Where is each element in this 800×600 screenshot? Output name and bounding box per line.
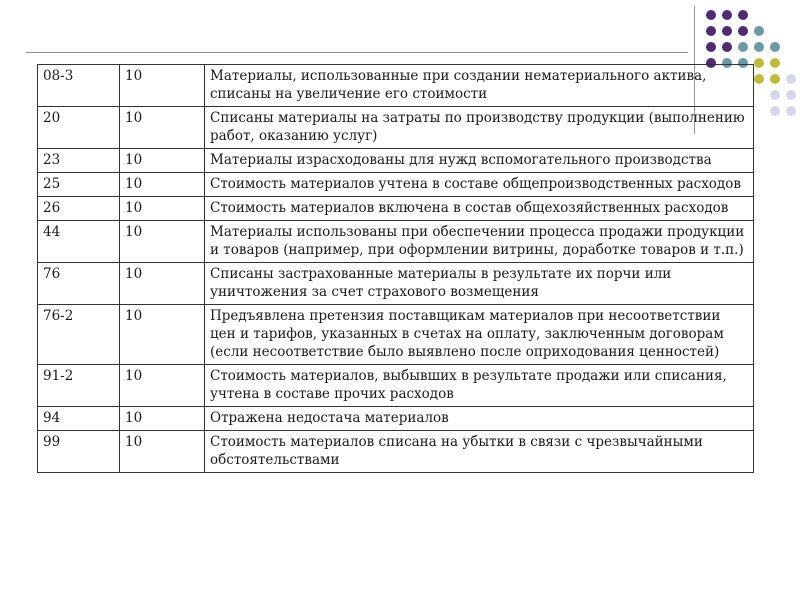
decor-dot bbox=[754, 58, 764, 68]
decor-dot bbox=[722, 10, 732, 20]
debit-account-cell: 99 bbox=[38, 431, 120, 473]
decor-dot bbox=[706, 42, 716, 52]
table-row bbox=[38, 65, 754, 107]
table-row bbox=[38, 221, 754, 263]
decor-dot bbox=[754, 74, 764, 84]
credit-account-cell: 10 bbox=[120, 305, 205, 365]
decor-dot bbox=[754, 42, 764, 52]
table-row bbox=[38, 305, 754, 365]
decor-dot bbox=[722, 42, 732, 52]
decor-dot bbox=[738, 42, 748, 52]
table-row bbox=[38, 149, 754, 173]
debit-account-cell: 26 bbox=[38, 197, 120, 221]
decorative-horizontal-line bbox=[26, 52, 688, 53]
decor-dot bbox=[706, 26, 716, 36]
debit-account-cell: 91-2 bbox=[38, 365, 120, 407]
credit-account-cell: 10 bbox=[120, 365, 205, 407]
credit-account-cell: 10 bbox=[120, 197, 205, 221]
debit-account-cell: 25 bbox=[38, 173, 120, 197]
credit-account-cell: 10 bbox=[120, 173, 205, 197]
debit-account-cell: 94 bbox=[38, 407, 120, 431]
decor-dot bbox=[786, 106, 796, 116]
description-cell: Списаны материалы на затраты по производству продукции (выполнению работ, оказанию услуг) bbox=[205, 107, 754, 149]
credit-account-cell: 10 bbox=[120, 221, 205, 263]
decor-dot bbox=[754, 26, 764, 36]
credit-account-cell: 10 bbox=[120, 149, 205, 173]
table-row bbox=[38, 173, 754, 197]
decor-dot bbox=[786, 74, 796, 84]
table-row bbox=[38, 263, 754, 305]
decor-dot bbox=[770, 58, 780, 68]
table-row bbox=[38, 107, 754, 149]
credit-account-cell: 10 bbox=[120, 65, 205, 107]
description-cell: Отражена недостача материалов bbox=[205, 407, 754, 431]
credit-account-cell: 10 bbox=[120, 107, 205, 149]
table-body bbox=[38, 65, 754, 473]
credit-account-cell: 10 bbox=[120, 431, 205, 473]
description-cell: Материалы использованы при обеспечении процесса продажи продукции и товаров (например, при оформлении витрины, доработке товаров и т.п.) bbox=[205, 221, 754, 263]
debit-account-cell: 08-3 bbox=[38, 65, 120, 107]
credit-account-cell: 10 bbox=[120, 263, 205, 305]
decor-dot bbox=[770, 42, 780, 52]
decor-dot bbox=[770, 74, 780, 84]
description-cell: Материалы израсходованы для нужд вспомогательного производства bbox=[205, 149, 754, 173]
table-row bbox=[38, 431, 754, 473]
table-row bbox=[38, 197, 754, 221]
decor-dot bbox=[722, 26, 732, 36]
table-row bbox=[38, 365, 754, 407]
decor-dot bbox=[706, 10, 716, 20]
accounting-entries-table bbox=[37, 64, 754, 473]
debit-account-cell: 44 bbox=[38, 221, 120, 263]
description-cell: Стоимость материалов, выбывших в результате продажи или списания, учтена в составе прочих расходов bbox=[205, 365, 754, 407]
decor-dot bbox=[738, 26, 748, 36]
description-cell: Предъявлена претензия поставщикам материалов при несоответствии цен и тарифов, указанных в счетах на оплату, заключенным договорам (если несоответствие было выявлено после оприходования ценностей) bbox=[205, 305, 754, 365]
decor-dot bbox=[770, 106, 780, 116]
table-row bbox=[38, 407, 754, 431]
description-cell: Стоимость материалов учтена в составе общепроизводственных расходов bbox=[205, 173, 754, 197]
description-cell: Списаны застрахованные материалы в результате их порчи или уничтожения за счет страхового возмещения bbox=[205, 263, 754, 305]
debit-account-cell: 76-2 bbox=[38, 305, 120, 365]
decor-dot bbox=[786, 90, 796, 100]
description-cell: Стоимость материалов списана на убытки в связи с чрезвычайными обстоятельствами bbox=[205, 431, 754, 473]
description-cell: Материалы, использованные при создании нематериального актива, списаны на увеличение его стоимости bbox=[205, 65, 754, 107]
decor-dot bbox=[770, 90, 780, 100]
credit-account-cell: 10 bbox=[120, 407, 205, 431]
debit-account-cell: 76 bbox=[38, 263, 120, 305]
debit-account-cell: 23 bbox=[38, 149, 120, 173]
debit-account-cell: 20 bbox=[38, 107, 120, 149]
decor-dot bbox=[738, 10, 748, 20]
description-cell: Стоимость материалов включена в состав общехозяйственных расходов bbox=[205, 197, 754, 221]
